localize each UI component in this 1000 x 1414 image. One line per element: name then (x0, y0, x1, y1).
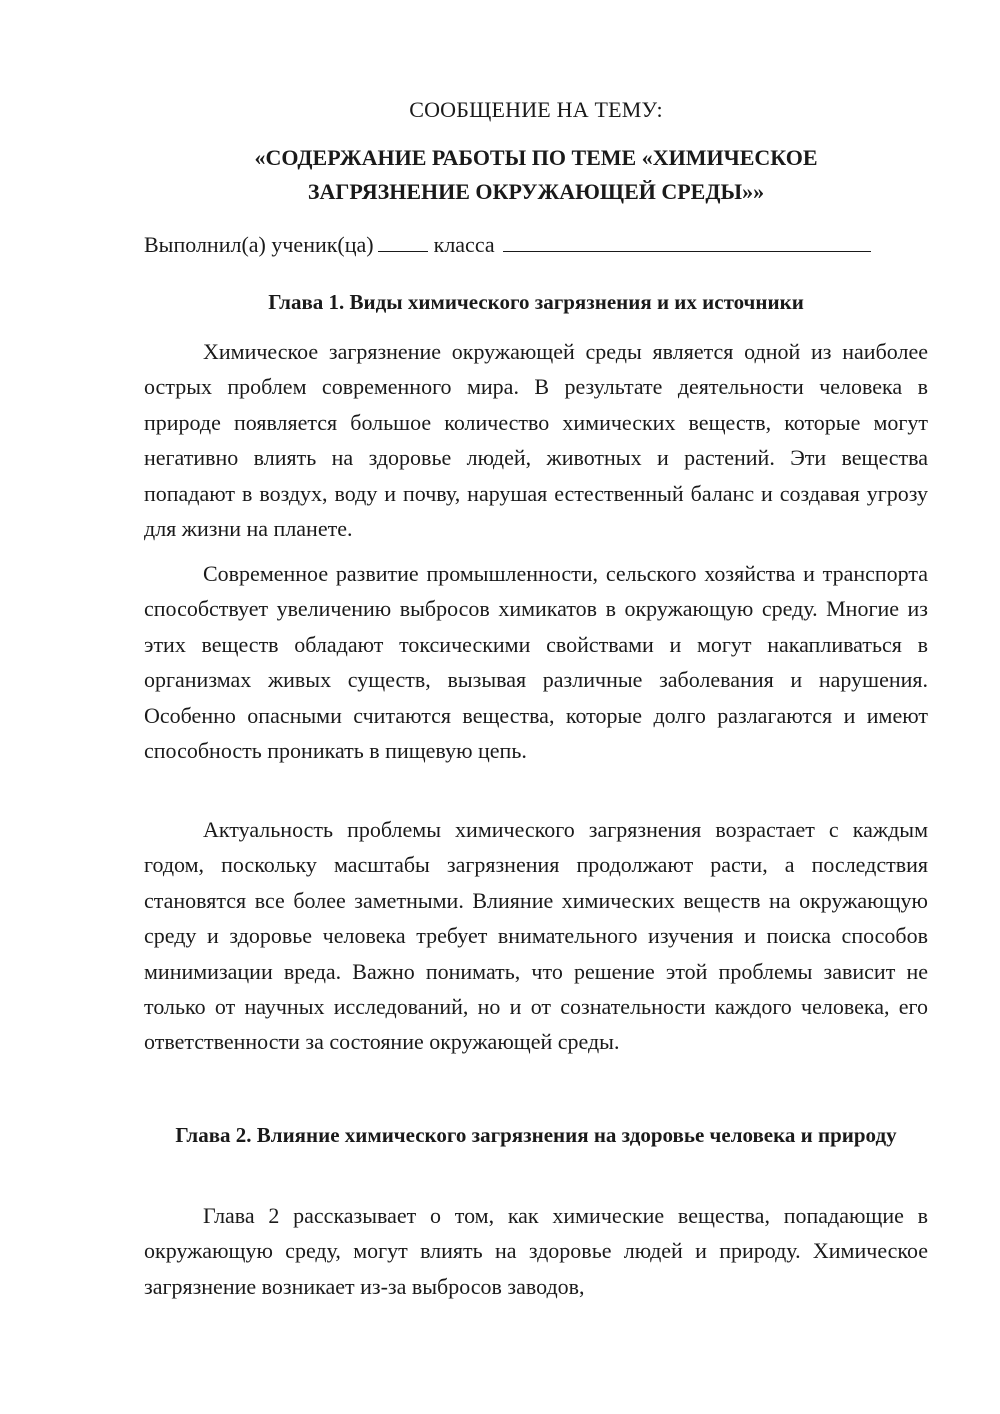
name-blank[interactable] (503, 233, 871, 252)
document-title: «СОДЕРЖАНИЕ РАБОТЫ ПО ТЕМЕ «ХИМИЧЕСКОЕ ЗАГРЯЗНЕНИЕ ОКРУЖАЮЩЕЙ СРЕДЫ»» (254, 145, 818, 204)
author-line (144, 232, 871, 258)
chapter-1-paragraph-2: Современное развитие промышленности, сельского хозяйства и транспорта способствует увеличению выбросов химикатов в окружающую среду. Многие из этих веществ обладают токсическими свойствами и могут накапливаться в организмах живых существ, вызывая различные заболевания и нарушения. Особенно опасными считаются вещества, которые долго разлагаются и имеют способность проникать в пищевую цепь. (144, 561, 928, 764)
chapter-1-paragraph-3: Актуальность проблемы химического загрязнения возрастает с каждым годом, поскольку масштабы загрязнения продолжают расти, а последствия становятся все более заметными. Влияние химических веществ на окружающую среду и здоровье человека требует внимательного изучения и поиска способов минимизации вреда. Важно понимать, что решение этой проблемы зависит не только от научных исследований, но и от сознательности каждого человека, его ответственности за состояние окружающей среды. (144, 817, 928, 1055)
chapter-1-paragraph-1: Химическое загрязнение окружающей среды является одной из наиболее острых проблем современного мира. В результате деятельности человека в природе появляется большое количество химических веществ, которые могут негативно влиять на здоровье людей, животных и растений. Эти вещества попадают в воздух, воду и почву, нарушая естественный баланс и создавая угрозу для жизни на планете. (144, 339, 928, 542)
author-prefix: Выполнил(а) ученик(ца) (144, 232, 374, 257)
chapter-1-heading: Глава 1. Виды химического загрязнения и их источники (268, 290, 804, 314)
document-type: СООБЩЕНИЕ НА ТЕМУ: (409, 97, 663, 122)
chapter-2-paragraph-1: Глава 2 рассказывает о том, как химические вещества, попадающие в окружающую среду, могут влиять на здоровье людей и природу. Химическое загрязнение возникает из-за выбросов заводов, (144, 1203, 928, 1299)
class-label: класса (433, 232, 495, 257)
chapter-2-heading: Глава 2. Влияние химического загрязнения на здоровье человека и природу (175, 1123, 897, 1147)
grade-blank[interactable] (378, 233, 428, 252)
